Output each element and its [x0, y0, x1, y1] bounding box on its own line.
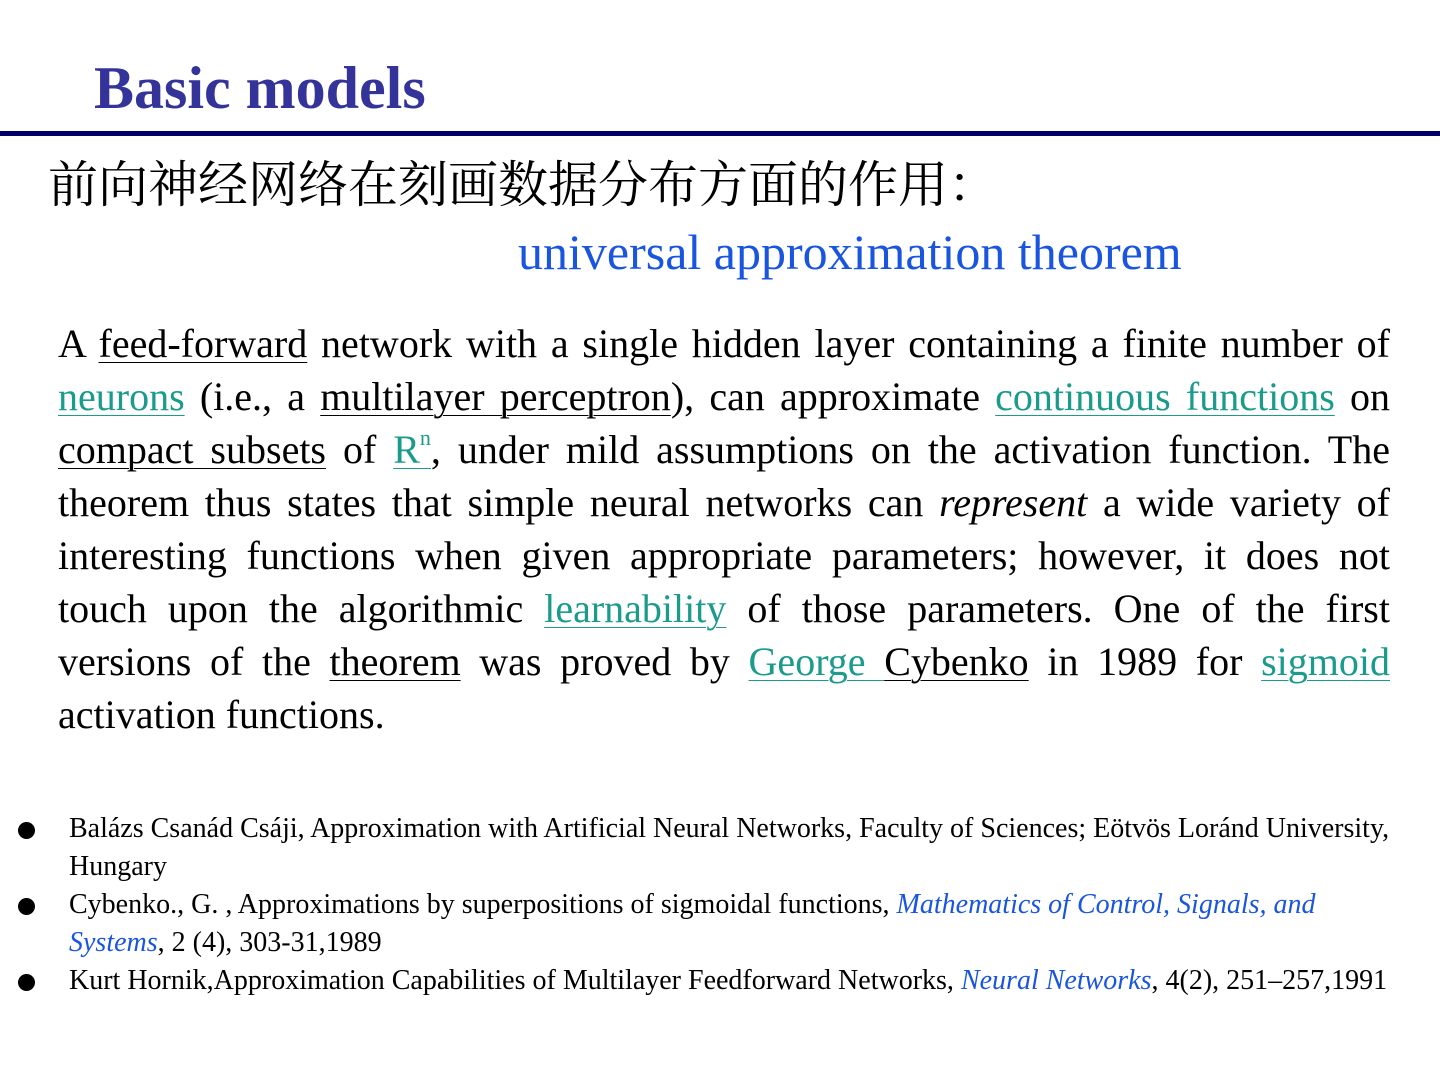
link-learnability[interactable]: learnability — [544, 586, 727, 631]
link-george[interactable]: George — [748, 639, 885, 684]
link-continuous-functions[interactable]: continuous functions — [995, 374, 1335, 419]
body-text: , under mild assumptions on the activation function. The theorem thus states that simple neural networks can — [58, 427, 1390, 525]
body-text: of — [326, 427, 394, 472]
link-feed-forward[interactable]: feed-forward — [98, 321, 308, 366]
real-space-symbol: R — [393, 427, 420, 472]
reference-item — [0, 810, 1440, 886]
reference-text: , 2 (4), 303-31,1989 — [157, 927, 382, 958]
bullet-icon — [18, 974, 35, 991]
link-theorem[interactable]: theorem — [329, 639, 461, 684]
reference-text: Kurt Hornik,Approximation Capabilities of Multilayer Feedforward Networks, — [69, 965, 961, 996]
body-text: a wide variety of interesting functions when given appropriate parameters; however, it does not touch upon the algorithmic — [58, 480, 1390, 631]
reference-item — [0, 886, 1440, 962]
reference-item — [0, 962, 1440, 1000]
link-cybenko[interactable]: Cybenko — [884, 639, 1029, 684]
link-real-space[interactable] — [393, 427, 431, 472]
bullet-icon — [18, 898, 35, 915]
title-divider — [0, 131, 1440, 136]
real-space-exponent: n — [419, 425, 431, 450]
body-text: A — [58, 321, 99, 366]
reference-text: Balázs Csanád Csáji, Approximation with Artificial Neural Networks, Faculty of Sciences; Eötvös Loránd University, Hungary — [69, 813, 1390, 882]
body-text: in 1989 for — [1028, 639, 1262, 684]
subtitle-theorem-name: universal approximation theorem — [518, 224, 1182, 280]
link-multilayer-perceptron[interactable]: multilayer perceptron — [320, 374, 671, 419]
emphasis-represent: represent — [939, 480, 1088, 525]
slide-title: Basic models — [94, 55, 426, 121]
body-text: (i.e., a — [184, 374, 321, 419]
theorem-paragraph — [58, 317, 1390, 741]
body-text: of those parameters. One of the first versions of the — [58, 586, 1390, 684]
link-compact-subsets[interactable]: compact subsets — [58, 427, 326, 472]
reference-list — [0, 810, 1440, 1000]
body-text: activation functions. — [58, 692, 385, 737]
body-text: was proved by — [460, 639, 749, 684]
body-text: network with a single hidden layer containing a finite number of — [307, 321, 1390, 366]
link-sigmoid[interactable]: sigmoid — [1261, 639, 1390, 684]
body-text: ), can approximate — [670, 374, 996, 419]
reference-text: Cybenko., G. , Approximations by superpositions of sigmoidal functions, — [69, 889, 897, 920]
bullet-icon — [18, 822, 35, 839]
subtitle-chinese: 前向神经网络在刻画数据分布方面的作用： — [48, 156, 998, 214]
body-text: on — [1334, 374, 1390, 419]
link-neurons[interactable]: neurons — [58, 374, 185, 419]
reference-text: , 4(2), 251–257,1991 — [1151, 965, 1388, 996]
reference-journal: Neural Networks — [960, 965, 1152, 996]
reference-journal: Mathematics of Control, Signals, and Systems — [69, 889, 1316, 958]
